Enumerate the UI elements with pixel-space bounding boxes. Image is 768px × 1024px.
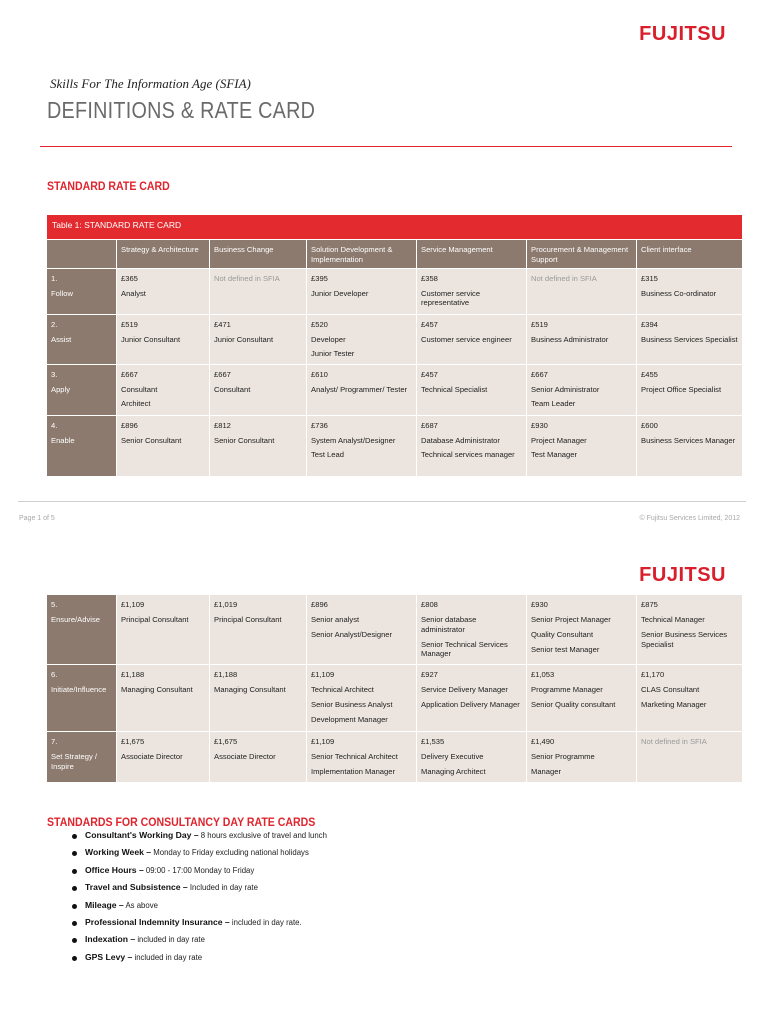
- level-cell: [47, 364, 117, 415]
- rate-cell: [307, 415, 417, 476]
- day-rate: £896: [121, 420, 138, 430]
- day-rate: £610: [311, 369, 328, 379]
- role-title: Managing Consultant: [121, 684, 193, 694]
- role-title: Technical Specialist: [421, 384, 488, 394]
- day-rate: £930: [531, 420, 548, 430]
- day-rate: £687: [421, 420, 438, 430]
- standard-term: Travel and Subsistence –: [85, 882, 188, 893]
- column-header: Solution Development & Implementation: [307, 240, 417, 269]
- standard-item: [55, 847, 327, 864]
- standard-item: [55, 830, 327, 847]
- level-name: Set Strategy / Inspire: [51, 751, 98, 771]
- not-defined-note: Not defined in SFIA: [641, 737, 707, 746]
- rate-cell: [210, 364, 307, 415]
- rate-cell: [527, 415, 637, 476]
- rate-cell: [637, 314, 743, 364]
- section-heading-standards: STANDARDS FOR CONSULTANCY DAY RATE CARDS: [47, 815, 316, 829]
- day-rate: £1,675: [121, 737, 145, 746]
- role-title: Development Manager: [311, 714, 388, 724]
- day-rate: £667: [121, 369, 138, 379]
- role-title: Technical Architect: [311, 684, 374, 694]
- day-rate: £736: [311, 420, 328, 430]
- role-title: Associate Director: [214, 751, 276, 761]
- standard-item: [55, 882, 327, 899]
- rate-cell: [210, 665, 307, 732]
- level-number: 4.: [51, 420, 58, 430]
- role-title: Junior Developer: [311, 288, 369, 298]
- level-name: Enable: [51, 435, 75, 445]
- role-title: Senior Analyst/Designer: [311, 629, 393, 639]
- rate-cell: [637, 595, 743, 665]
- level-cell: [47, 732, 117, 783]
- rate-cell: [117, 732, 210, 783]
- rate-cell: [210, 314, 307, 364]
- day-rate: £395: [311, 273, 328, 283]
- role-title: Application Delivery Manager: [421, 699, 520, 709]
- role-title: Junior Consultant: [121, 334, 181, 344]
- level-number: 2.: [51, 319, 58, 329]
- rate-cell: [210, 415, 307, 476]
- standard-item: [55, 900, 327, 917]
- header-divider: [40, 146, 732, 147]
- role-title: Business Services Specialist: [641, 334, 738, 344]
- role-title: Analyst: [121, 288, 146, 298]
- standard-term: GPS Levy –: [85, 951, 133, 962]
- rate-cell: [637, 665, 743, 732]
- role-title: Consultant: [214, 384, 251, 394]
- document-title: DEFINITIONS & RATE CARD: [47, 97, 316, 123]
- rate-cell: [637, 268, 743, 314]
- role-title: Junior Consultant: [214, 334, 274, 344]
- day-rate: £1,109: [311, 737, 335, 746]
- rate-card-table: [46, 214, 743, 477]
- level-name: Initiate/Influence: [51, 684, 107, 694]
- day-rate: £315: [641, 273, 658, 283]
- not-defined-note: Not defined in SFIA: [531, 273, 597, 283]
- rate-cell: [307, 268, 417, 314]
- role-title: Delivery Executive: [421, 751, 484, 761]
- role-title: Business Services Manager: [641, 435, 736, 445]
- logo-text: FUJITSU: [639, 564, 726, 586]
- day-rate: £1,019: [214, 600, 238, 609]
- standard-description: 09:00 - 17:00 Monday to Friday: [145, 865, 255, 875]
- rate-cell: [210, 732, 307, 783]
- role-title: Database Administrator: [421, 435, 500, 445]
- table-caption-row: [47, 215, 743, 240]
- role-title: Project Manager: [531, 435, 587, 445]
- role-title: Technical Manager: [641, 614, 705, 624]
- table-caption: Table 1: STANDARD RATE CARD: [47, 215, 743, 240]
- role-title: Senior Consultant: [121, 435, 182, 445]
- level-name: Follow: [51, 288, 73, 298]
- rate-cell: [307, 665, 417, 732]
- day-rate: £600: [641, 420, 658, 430]
- day-rate: £457: [421, 369, 438, 379]
- role-title: Implementation Manager: [311, 766, 395, 776]
- standard-term: Consultant's Working Day –: [85, 830, 199, 840]
- day-rate: £667: [531, 369, 548, 379]
- level-name: Assist: [51, 334, 72, 344]
- table-row: [47, 732, 743, 783]
- level-number: 6.: [51, 670, 58, 679]
- level-cell: [47, 314, 117, 364]
- standard-item: [55, 917, 327, 934]
- rate-cell: [307, 314, 417, 364]
- day-rate: £896: [311, 600, 328, 609]
- day-rate: £808: [421, 600, 438, 609]
- role-title: System Analyst/Designer: [311, 435, 396, 445]
- role-title: Programme Manager: [531, 684, 603, 694]
- rate-cell: [417, 595, 527, 665]
- rate-cell: [117, 268, 210, 314]
- column-header: Business Change: [210, 240, 307, 269]
- standard-item: [55, 952, 327, 969]
- column-header: Procurement & Management Support: [527, 240, 637, 269]
- role-title: Principal Consultant: [121, 614, 189, 624]
- rate-cell: [117, 595, 210, 665]
- day-rate: £520: [311, 319, 328, 329]
- role-title: Senior Business Services Specialist: [641, 629, 728, 649]
- role-title: Managing Architect: [421, 766, 486, 776]
- day-rate: £1,535: [421, 737, 445, 746]
- level-number: 7.: [51, 737, 58, 746]
- table-row: [47, 268, 743, 314]
- role-title: Senior Business Analyst: [311, 699, 393, 709]
- logo-text: FUJITSU: [639, 23, 726, 45]
- standard-description: included in day rate: [134, 952, 203, 962]
- standard-term: Mileage –: [85, 899, 124, 910]
- page-divider: [18, 501, 746, 502]
- role-title: Senior database administrator: [421, 614, 477, 634]
- role-title: Senior Programme: [531, 751, 595, 761]
- role-title: CLAS Consultant: [641, 684, 700, 694]
- role-title: Analyst/ Programmer/ Tester: [311, 384, 408, 394]
- page-number: Page 1 of 5: [19, 515, 55, 522]
- level-cell: [47, 595, 117, 665]
- table-row: [47, 665, 743, 732]
- day-rate: £1,170: [641, 670, 665, 679]
- table-row: [47, 595, 743, 665]
- rate-cell: [417, 665, 527, 732]
- fujitsu-logo: [639, 23, 726, 46]
- level-cell: [47, 415, 117, 476]
- level-number: 5.: [51, 600, 58, 609]
- rate-cell: [527, 314, 637, 364]
- rate-cell: [307, 595, 417, 665]
- role-title: Junior Tester: [311, 349, 355, 359]
- rate-cell: [527, 364, 637, 415]
- standards-list: [55, 830, 327, 969]
- role-title: Senior Consultant: [214, 435, 275, 445]
- rate-cell: [637, 732, 743, 783]
- rate-cell: [417, 732, 527, 783]
- rate-cell: [637, 415, 743, 476]
- rate-cell: [210, 268, 307, 314]
- role-title: Quality Consultant: [531, 629, 594, 639]
- day-rate: £1,490: [531, 737, 555, 746]
- role-title: Manager: [531, 766, 561, 776]
- role-title: Business Co-ordinator: [641, 288, 717, 298]
- role-title: Senior test Manager: [531, 644, 600, 654]
- rate-cell: [117, 415, 210, 476]
- standard-item: [55, 865, 327, 882]
- day-rate: £471: [214, 319, 231, 329]
- standard-description: included in day rate.: [231, 917, 302, 927]
- rate-cell: [307, 732, 417, 783]
- copyright-notice: © Fujitsu Services Limited, 2012: [639, 515, 740, 522]
- level-cell: [47, 665, 117, 732]
- role-title: Service Delivery Manager: [421, 684, 508, 694]
- rate-cell: [417, 314, 527, 364]
- role-title: Developer: [311, 334, 346, 344]
- rate-cell: [527, 268, 637, 314]
- role-title: Senior Technical Architect: [311, 751, 398, 761]
- day-rate: £1,109: [121, 600, 145, 609]
- role-title: Principal Consultant: [214, 614, 282, 624]
- level-number: 1.: [51, 273, 58, 283]
- standard-description: Monday to Friday excluding national holidays: [153, 848, 309, 858]
- role-title: Senior Project Manager: [531, 614, 611, 624]
- rate-cell: [117, 665, 210, 732]
- section-heading-rate-card: STANDARD RATE CARD: [47, 179, 170, 193]
- day-rate: £457: [421, 319, 438, 329]
- table-header-row: [47, 240, 743, 269]
- role-title: Project Office Specialist: [641, 384, 722, 394]
- day-rate: £519: [121, 319, 138, 329]
- rate-cell: [637, 364, 743, 415]
- role-title: Managing Consultant: [214, 684, 286, 694]
- standard-description: included in day rate: [137, 935, 205, 945]
- day-rate: £519: [531, 319, 548, 329]
- standard-description: Included in day rate: [189, 883, 258, 893]
- rate-cell: [307, 364, 417, 415]
- level-name: Apply: [51, 384, 70, 394]
- role-title: Marketing Manager: [641, 699, 707, 709]
- table-row: [47, 314, 743, 364]
- standard-description: As above: [125, 900, 158, 910]
- role-title: Senior analyst: [311, 614, 360, 624]
- role-title: Architect: [121, 399, 151, 409]
- day-rate: £927: [421, 670, 438, 679]
- role-title: Team Leader: [531, 399, 576, 409]
- table-row: [47, 415, 743, 476]
- day-rate: £1,675: [214, 737, 238, 746]
- rate-cell: [210, 595, 307, 665]
- role-title: Test Lead: [311, 450, 344, 460]
- column-header: Client interface: [637, 240, 743, 269]
- rate-card-table-continued: [46, 594, 743, 783]
- role-title: Senior Quality consultant: [531, 699, 616, 709]
- role-title: Customer service engineer: [421, 334, 512, 344]
- column-header: Strategy & Architecture: [117, 240, 210, 269]
- day-rate: £358: [421, 273, 438, 283]
- level-cell: [47, 268, 117, 314]
- rate-cell: [417, 364, 527, 415]
- rate-cell: [527, 732, 637, 783]
- role-title: Consultant: [121, 384, 158, 394]
- day-rate: £930: [531, 600, 548, 609]
- role-title: Senior Administrator: [531, 384, 600, 394]
- standard-term: Working Week –: [85, 847, 152, 858]
- day-rate: £455: [641, 369, 658, 379]
- day-rate: £1,053: [531, 670, 555, 679]
- standard-term: Indexation –: [85, 934, 136, 945]
- role-title: Business Administrator: [531, 334, 609, 344]
- document-subtitle: Skills For The Information Age (SFIA): [50, 76, 251, 91]
- rate-cell: [117, 364, 210, 415]
- rate-cell: [527, 665, 637, 732]
- day-rate: £1,109: [311, 670, 335, 679]
- rate-cell: [417, 415, 527, 476]
- day-rate: £812: [214, 420, 231, 430]
- role-title: Test Manager: [531, 450, 578, 460]
- level-name: Ensure/Advise: [51, 614, 100, 624]
- standard-item: [55, 934, 327, 951]
- day-rate: £394: [641, 319, 658, 329]
- column-header: Service Management: [417, 240, 527, 269]
- fujitsu-logo: [639, 564, 726, 587]
- table-row: [47, 364, 743, 415]
- role-title: Customer service representative: [421, 288, 481, 308]
- rate-cell: [117, 314, 210, 364]
- day-rate: £365: [121, 273, 138, 283]
- standard-term: Office Hours –: [85, 864, 144, 875]
- standard-term: Professional Indemnity Insurance –: [85, 916, 230, 927]
- day-rate: £667: [214, 369, 231, 379]
- role-title: Technical services manager: [421, 450, 515, 460]
- header-cell-level: [47, 240, 117, 269]
- day-rate: £875: [641, 600, 658, 609]
- day-rate: £1,188: [214, 670, 238, 679]
- standard-description: 8 hours exclusive of travel and lunch: [200, 831, 327, 840]
- level-number: 3.: [51, 369, 58, 379]
- role-title: Associate Director: [121, 751, 183, 761]
- role-title: Senior Technical Services Manager: [421, 639, 508, 659]
- not-defined-note: Not defined in SFIA: [214, 273, 280, 283]
- rate-cell: [527, 595, 637, 665]
- day-rate: £1,188: [121, 670, 145, 679]
- rate-cell: [417, 268, 527, 314]
